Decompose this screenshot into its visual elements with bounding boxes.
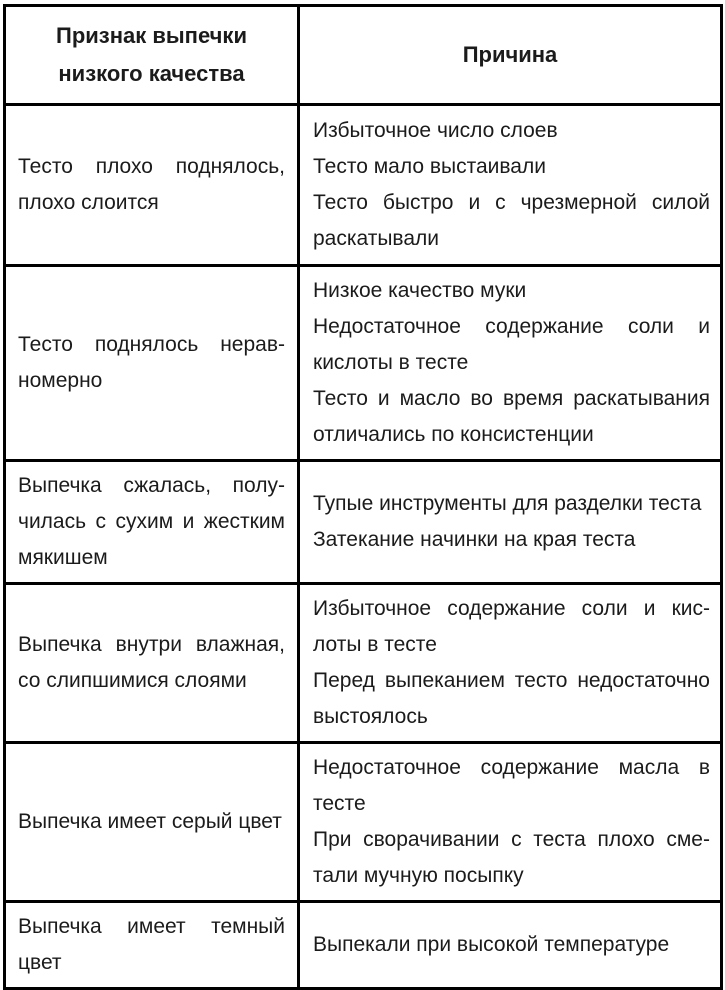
table-row xyxy=(5,584,722,743)
table-row xyxy=(5,266,722,461)
cause-cell xyxy=(299,105,722,266)
sign-cell: Тесто плохо поднялось, плохо слоится xyxy=(5,105,299,266)
cause-line: Перед выпеканием тесто недостаточно выстоялось xyxy=(313,669,710,728)
cause-line: Избыточное содержание соли и кислоты в тесте xyxy=(313,597,710,656)
sign-cell: Тесто поднялось неравномерно xyxy=(5,266,299,461)
table-row xyxy=(5,902,722,989)
header-cause: Причина xyxy=(299,6,722,105)
cause-line: Затекание начинки на края теста xyxy=(313,528,636,551)
table-row xyxy=(5,105,722,266)
table-row xyxy=(5,461,722,584)
cause-line: Тесто мало выстаивали xyxy=(313,155,546,178)
cause-line: Тупые инструменты для разделки теста xyxy=(313,492,702,515)
sign-cell: Выпечка имеет серый цвет xyxy=(5,743,299,902)
table-row xyxy=(5,743,722,902)
header-sign: Признак выпечки низкого качества xyxy=(5,6,299,105)
baking-defects-table xyxy=(3,4,723,990)
cause-line: Тесто быстро и с чрезмерной силой раскатывали xyxy=(313,191,710,250)
cause-cell xyxy=(299,584,722,743)
cause-cell xyxy=(299,743,722,902)
sign-cell: Выпечка сжалась, получилась с сухим и жестким мякишем xyxy=(5,461,299,584)
cause-line: Тесто и масло во время раскатывания отличались по консистенции xyxy=(313,387,710,446)
cause-line: Низкое качество муки xyxy=(313,279,527,302)
cause-cell xyxy=(299,902,722,989)
cause-line: Недостаточное содержание соли и кислоты в тесте xyxy=(313,315,710,374)
cause-cell xyxy=(299,461,722,584)
cause-line: При сворачивании с теста плохо сметали мучную посыпку xyxy=(313,828,710,887)
header-row xyxy=(5,6,722,105)
cause-line: Избыточное число слоев xyxy=(313,119,558,142)
cause-cell xyxy=(299,266,722,461)
cause-line: Недостаточное содержание масла в тесте xyxy=(313,756,710,815)
sign-cell: Выпечка имеет темный цвет xyxy=(5,902,299,989)
sign-cell: Выпечка внутри влажная, со слипшимися слоями xyxy=(5,584,299,743)
cause-line: Выпекали при высокой температуре xyxy=(313,933,670,956)
